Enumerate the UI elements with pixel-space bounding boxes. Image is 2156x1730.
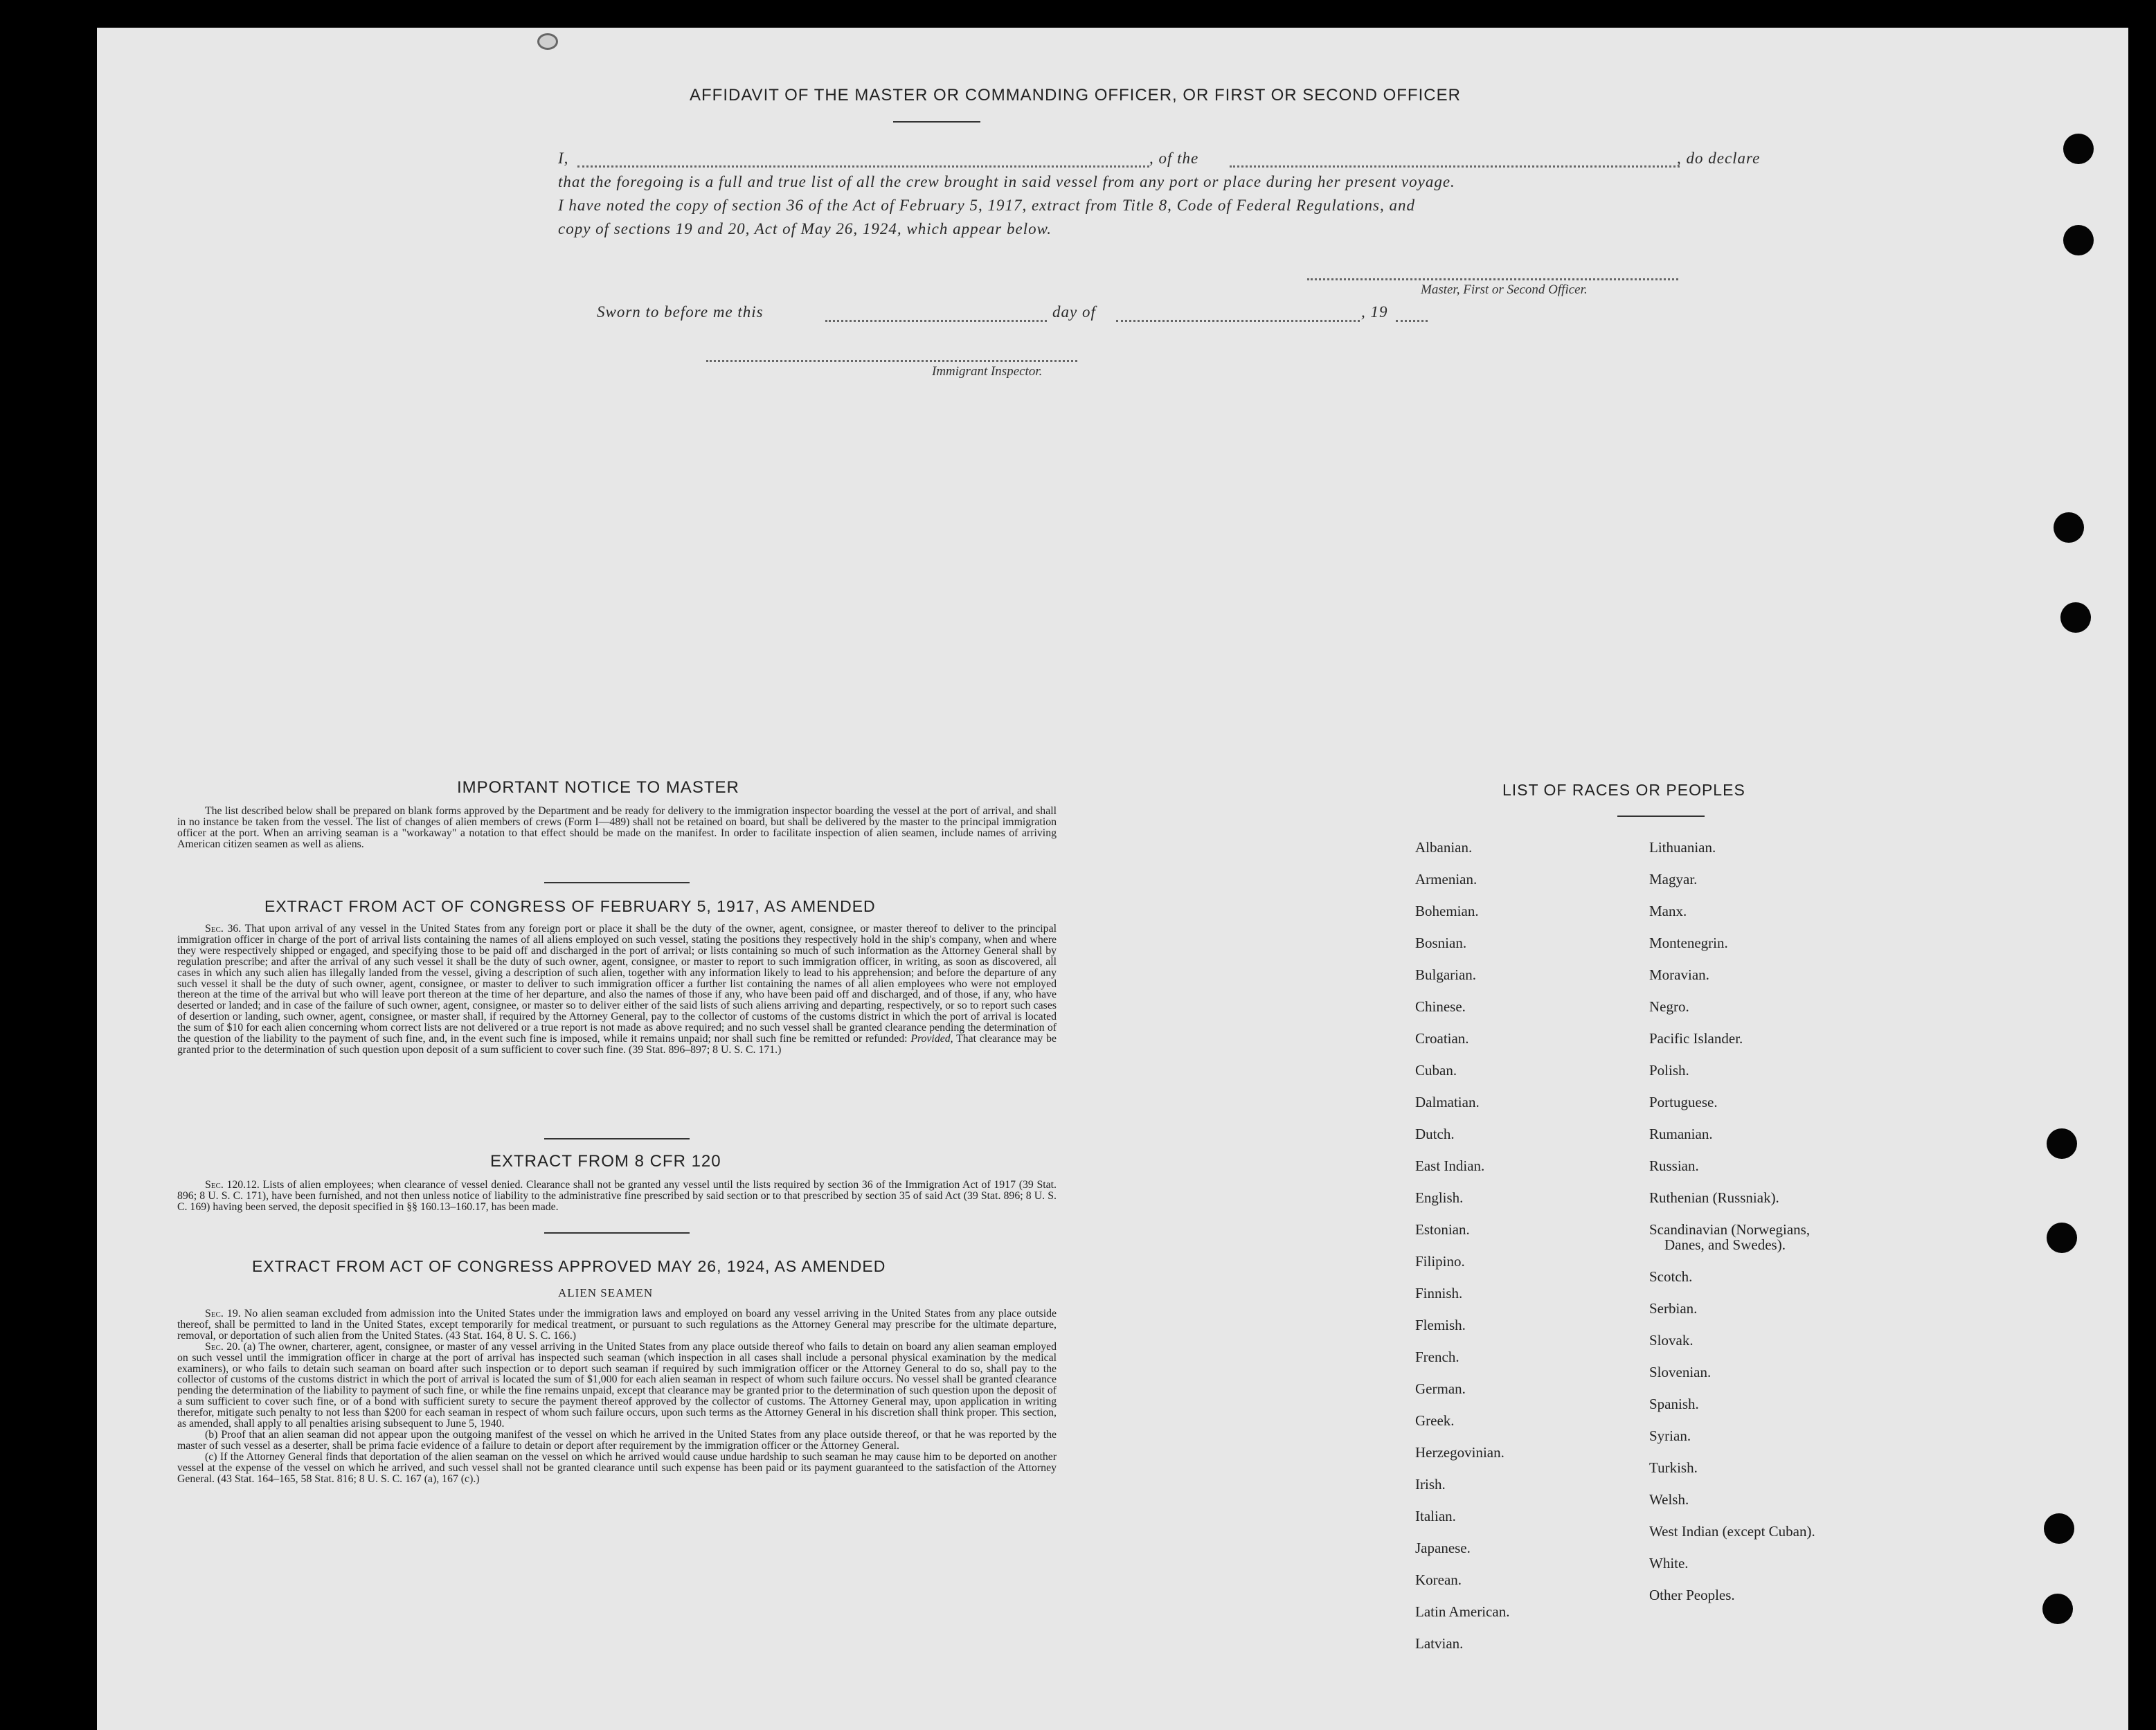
notice-paragraph: The list described below shall be prepared on blank forms approved by the Department and be ready for delivery to the immigration inspector boarding the vessel at the port of arrival, and shall in no instance be taken from the vessel. The list of changes of alien members of crews (Form I—489) shall not be retained on board, but shall be delivered by the master to the principal immigration officer at the port. When an arriving seaman is a "workaway" a notation to that effect should be made on the manifest. In order to facilitate inspection of alien seamen, include names of arriving American citizen seamen as well as aliens.: [177, 805, 1057, 850]
race-item: Latvian.: [1415, 1635, 1464, 1652]
extract-1924-heading: EXTRACT FROM ACT OF CONGRESS APPROVED MAY 26, 1924, AS AMENDED: [252, 1257, 886, 1275]
race-item: Flemish.: [1415, 1317, 1466, 1333]
declarant-label: I,: [558, 150, 569, 167]
notice-heading: IMPORTANT NOTICE TO MASTER: [457, 778, 739, 797]
vessel-label: , of the: [1149, 150, 1199, 167]
punch-hole: [2044, 1513, 2074, 1544]
sec-36-text: [177, 923, 1057, 1056]
punch-hole: [2047, 1128, 2077, 1159]
sec-19-paragraph: [177, 1308, 1057, 1342]
master-signature-line[interactable]: [1307, 278, 1678, 280]
race-item: Serbian.: [1649, 1300, 1698, 1317]
race-item: Chinese.: [1415, 998, 1466, 1015]
race-item: Herzegovinian.: [1415, 1444, 1504, 1461]
race-item: Dalmatian.: [1415, 1094, 1480, 1110]
race-item: Bosnian.: [1415, 935, 1467, 951]
race-item: Bohemian.: [1415, 903, 1479, 919]
race-item: White.: [1649, 1555, 1689, 1571]
extract-1917-heading: EXTRACT FROM ACT OF CONGRESS OF FEBRUARY 5, 1917, AS AMENDED: [264, 897, 876, 915]
race-item: Ruthenian (Russniak).: [1649, 1189, 1779, 1206]
race-item: Filipino.: [1415, 1253, 1465, 1270]
race-item: Montenegrin.: [1649, 935, 1728, 951]
race-item: Italian.: [1415, 1508, 1456, 1524]
race-item: Albanian.: [1415, 839, 1473, 856]
punch-hole: [2054, 512, 2084, 543]
inspector-signature-label: Immigrant Inspector.: [932, 364, 1043, 379]
year-label: , 19: [1361, 303, 1388, 321]
sec-20b-paragraph: (b) Proof that an alien seaman did not appear upon the outgoing manifest of the vessel on which he arrived in the United States from any place outside thereof, or that he was reported by the master of such vessel as a deserter, shall be prima facie evidence of a failure to detain or deport after requirement by the immigration officer or the Attorney General.: [177, 1428, 1057, 1452]
affidavit-line: copy of sections 19 and 20, Act of May 26, 1924, which appear below.: [558, 220, 1052, 237]
sec-120-label: Sec. 120.12.: [205, 1179, 260, 1191]
race-item: Manx.: [1649, 903, 1687, 919]
race-item: Scotch.: [1649, 1268, 1693, 1285]
race-item: Irish.: [1415, 1476, 1446, 1493]
divider: [893, 121, 980, 123]
sworn-day-line[interactable]: [825, 320, 1047, 322]
punch-hole: [2047, 1223, 2077, 1253]
declare-label: , do declare: [1677, 150, 1761, 167]
punch-hole: [2063, 225, 2094, 255]
race-item: Dutch.: [1415, 1126, 1455, 1142]
race-item: Cuban.: [1415, 1062, 1457, 1079]
race-item: German.: [1415, 1380, 1466, 1397]
race-item: Finnish.: [1415, 1285, 1463, 1301]
race-item: East Indian.: [1415, 1157, 1485, 1174]
race-item: French.: [1415, 1349, 1459, 1365]
sec-19-body: No alien seaman excluded from admission into the United States under the immigration laws and employed on board any vessel arriving in the United States from any place outside thereof, shall be permitted to land in the United States, except temporarily for medical treatment, or pursuant to such regulations as the Attorney General may prescribe for the ultimate departure, removal, or deportation of such alien from the United States. (43 Stat. 164, 8 U. S. C. 166.): [177, 1308, 1057, 1342]
race-item: Lithuanian.: [1649, 839, 1716, 856]
sec-20c-paragraph: (c) If the Attorney General finds that deportation of the alien seaman on the vessel on which he arrived would cause undue hardship to such seaman he may cause him to be deported on another vessel at the expense of the vessel on which he arrived, and such vessel shall not be granted clearance until such expense has been paid or its payment guaranteed to the satisfaction of the Attorney General. (43 Stat. 164–165, 58 Stat. 816; 8 U. S. C. 167 (a), 167 (c).): [177, 1450, 1057, 1485]
sec-120-body: Lists of alien employees; when clearance of vessel denied. Clearance shall not be granted any vessel until the lists required by section 36 of the Immigration Act of 1917 (39 Stat. 896; 8 U. S. C. 171), have been furnished, and not then unless notice of liability to the administrative fine prescribed by said section or to that prescribed by section 35 of said Act (39 Stat. 896; 8 U. S. C. 169) having been served, the deposit specified in §§ 160.13–160.17, has been made.: [177, 1179, 1057, 1213]
punch-hole: [2063, 134, 2094, 164]
race-item: Slovenian.: [1649, 1364, 1712, 1380]
race-item: Greek.: [1415, 1412, 1455, 1429]
sec-36-body-end: That clearance may be granted prior to the determination of such question upon deposit of a sum sufficient to cover such fine. (39 Stat. 896–897; 8 U. S. C. 171.): [177, 1033, 1057, 1056]
race-item: Polish.: [1649, 1062, 1689, 1079]
alien-seamen-subheading: ALIEN SEAMEN: [558, 1286, 654, 1299]
notice-text: [177, 806, 1057, 850]
sec-20a-body: (a) The owner, charterer, agent, consignee, or master of any vessel arriving in the United States from any place outside thereof who fails to detain on board any alien seaman employed on such vessel until the immigration officer in charge at the port of arrival has inspected such seaman (which inspection in all cases shall include a personal physical examination by the medical examiners), or who fails to detain such seaman on board after such inspection or to deport such seaman if required by such immigration officer or the Attorney General to do so, shall pay to the collector of customs of the customs district in which the port of arrival is located the sum of $1,000 for each alien seaman in respect of whom such failure occurs. No vessel shall be granted clearance pending the determination of the liability to payment of such fine, or while the fine remains unpaid, except that clearance may be granted prior to the determination of such question upon the deposit of a sum sufficient to cover such fine, or of a bond with sufficient surety to secure the payment thereof approved by the collector of customs. The Attorney General may, upon application in writing therefor, mitigate such penalty to not less than $200 for each seaman in respect of whom such failure occurs, upon such terms as the Attorney General in his discretion shall think proper. This section, as amended, shall apply to all penalties arising subsequent to June 5, 1940.: [177, 1340, 1057, 1430]
race-item: Portuguese.: [1649, 1094, 1718, 1110]
extract-8cfr-heading: EXTRACT FROM 8 CFR 120: [490, 1152, 721, 1171]
race-item: Russian.: [1649, 1157, 1699, 1174]
race-item: English.: [1415, 1189, 1464, 1206]
races-heading: LIST OF RACES OR PEOPLES: [1502, 781, 1745, 799]
document-page: [97, 28, 2128, 1730]
sec-20a-paragraph: [177, 1342, 1057, 1430]
sworn-month-line[interactable]: [1116, 320, 1360, 322]
sec-36-paragraph: [177, 923, 1057, 1056]
race-item: Croatian.: [1415, 1030, 1469, 1047]
provided-word: Provided,: [910, 1033, 953, 1045]
race-item: Slovak.: [1649, 1332, 1694, 1349]
sec-36-body: That upon arrival of any vessel in the United States from any foreign port or place it shall be the duty of the owner, agent, consignee, or master thereof to deliver to the principal immigration officer in charge of the port of arrival lists containing the names of all aliens employed on such vessel, stating the positions they respectively hold in the ship's company, when and where they were respectively shipped or engaged, and specifying those to be paid off and discharged in the port of arrival; or lists containing so much of such information as the Attorney General shall by regulation prescribe; and after the arrival of any such vessel it shall be the duty of such owner, agent, consignee, or master to report to such immigration officer, in writing, as soon as discovered, all cases in which any such alien has illegally landed from the vessel, giving a description of such alien, together with any information likely to lead to his apprehension; and before the departure of any such vessel it shall be the duty of such owner, agent, consignee, or master to deliver to such immigration officer a further list containing the names of all alien employees who were not employed thereon at the time of the arrival but who will leave port thereon at the time of her departure, and also the names of those if any, who have been paid off and discharged, and of those, if any, who have deserted or landed; and in case of the failure of such owner, agent, consignee, or master so to deliver either of the said lists of such aliens arriving and departing, respectively, or so to report such cases of desertion or landing, such owner, agent, consignee, or master shall, if required by the Attorney General, pay to the collector of customs of the customs district in which the port of arrival is located the sum of $10 for each alien concerning whom correct lists are not delivered or a true report is not made as above required; and no such vessel shall be granted clearance pending the determination of the question of the liability to the payment of such fine, and, in the event such fine is imposed, while it remains unpaid; nor shall such fine be remitted or refunded:: [177, 923, 1057, 1045]
day-of-label: day of: [1052, 303, 1096, 321]
paper-speck: [537, 33, 558, 50]
affidavit-heading: AFFIDAVIT OF THE MASTER OR COMMANDING OFFICER, OR FIRST OR SECOND OFFICER: [690, 86, 1461, 105]
punch-hole: [2060, 602, 2091, 633]
divider: [544, 1232, 690, 1234]
sec-36-label: Sec. 36.: [205, 923, 242, 935]
race-item: Pacific Islander.: [1649, 1030, 1743, 1047]
inspector-signature-line[interactable]: [706, 360, 1077, 362]
race-item: Spanish.: [1649, 1396, 1699, 1412]
race-item: Moravian.: [1649, 966, 1709, 983]
race-item: Scandinavian (Norwegians,: [1649, 1221, 1811, 1238]
race-item: Rumanian.: [1649, 1126, 1713, 1142]
race-item: Welsh.: [1649, 1491, 1689, 1508]
vessel-name-line[interactable]: [1230, 165, 1680, 168]
race-item: Estonian.: [1415, 1221, 1470, 1238]
sections-19-20-text: [177, 1308, 1057, 1485]
sec-19-label: Sec. 19.: [205, 1308, 241, 1319]
race-item: Bulgarian.: [1415, 966, 1477, 983]
race-item: Other Peoples.: [1649, 1587, 1735, 1603]
divider: [1617, 816, 1705, 817]
race-item: Danes, and Swedes).: [1664, 1236, 1786, 1253]
race-item: Japanese.: [1415, 1540, 1471, 1556]
declarant-name-line[interactable]: [577, 165, 1149, 168]
sworn-label: Sworn to before me this: [597, 303, 764, 321]
sec-120-text: [177, 1180, 1057, 1213]
race-item: Syrian.: [1649, 1427, 1691, 1444]
race-item: Turkish.: [1649, 1459, 1698, 1476]
race-item: Armenian.: [1415, 871, 1477, 887]
race-item: Latin American.: [1415, 1603, 1510, 1620]
race-item: West Indian (except Cuban).: [1649, 1523, 1815, 1540]
sec-120-paragraph: [177, 1180, 1057, 1213]
sec-20-label: Sec. 20.: [205, 1340, 241, 1353]
divider: [544, 1138, 690, 1139]
affidavit-line: I have noted the copy of section 36 of the Act of February 5, 1917, extract from Title 8, Code of Federal Regulations, and: [558, 197, 1415, 214]
race-item: Magyar.: [1649, 871, 1698, 887]
master-signature-label: Master, First or Second Officer.: [1421, 282, 1588, 297]
race-item: Korean.: [1415, 1571, 1462, 1588]
affidavit-line: that the foregoing is a full and true list of all the crew brought in said vessel from any port or place during her present voyage.: [558, 173, 1455, 190]
divider: [544, 882, 690, 883]
punch-hole: [2042, 1594, 2073, 1624]
sworn-year-line[interactable]: [1396, 320, 1428, 322]
race-item: Negro.: [1649, 998, 1689, 1015]
